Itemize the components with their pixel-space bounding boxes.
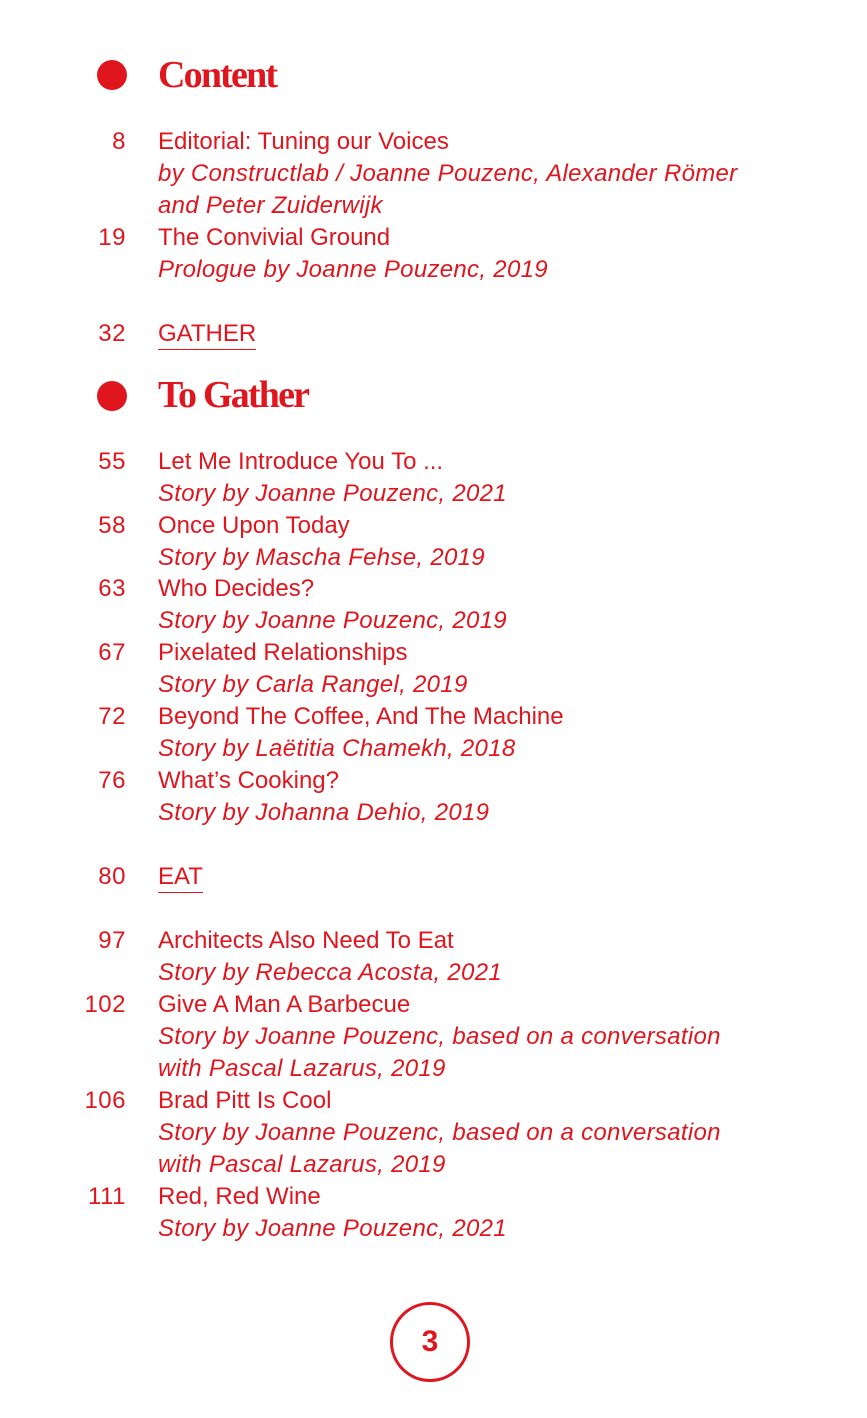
section-page-number: 32 bbox=[98, 320, 126, 347]
bullet-dot-icon bbox=[97, 60, 127, 90]
entry-byline: Story by Johanna Dehio, 2019 bbox=[158, 799, 490, 826]
entry-title[interactable]: Give A Man A Barbecue bbox=[158, 991, 411, 1018]
entry-page-number: 67 bbox=[98, 639, 126, 666]
entry-byline: Story by Joanne Pouzenc, based on a conversation bbox=[158, 1119, 721, 1146]
entry-title[interactable]: Let Me Introduce You To ... bbox=[158, 448, 444, 475]
entry-title[interactable]: Who Decides? bbox=[158, 575, 315, 602]
entry-page-number: 72 bbox=[98, 703, 126, 730]
entry-page-number: 106 bbox=[84, 1087, 126, 1114]
entry-byline: Story by Joanne Pouzenc, 2021 bbox=[158, 480, 507, 507]
entry-title[interactable]: Beyond The Coffee, And The Machine bbox=[158, 703, 564, 730]
entry-byline: Story by Carla Rangel, 2019 bbox=[158, 671, 468, 698]
entry-byline: Prologue by Joanne Pouzenc, 2019 bbox=[158, 256, 548, 283]
section-label: EAT bbox=[158, 863, 203, 893]
bullet-dot-icon bbox=[97, 381, 127, 411]
entry-byline: Story by Laëtitia Chamekh, 2018 bbox=[158, 735, 516, 762]
entry-byline: Story by Joanne Pouzenc, 2021 bbox=[158, 1215, 507, 1242]
entry-page-number: 97 bbox=[98, 927, 126, 954]
entry-page-number: 102 bbox=[84, 991, 126, 1018]
entry-byline: Story by Rebecca Acosta, 2021 bbox=[158, 959, 502, 986]
entry-page-number: 76 bbox=[98, 767, 126, 794]
entry-byline: by Constructlab / Joanne Pouzenc, Alexander Römer bbox=[158, 160, 738, 187]
entry-byline-cont: with Pascal Lazarus, 2019 bbox=[158, 1151, 446, 1178]
entry-title[interactable]: Red, Red Wine bbox=[158, 1183, 321, 1210]
section-link-eat[interactable] bbox=[158, 861, 203, 893]
heading-content: Content bbox=[158, 54, 277, 96]
entry-byline: Story by Mascha Fehse, 2019 bbox=[158, 544, 485, 571]
entry-title[interactable]: What’s Cooking? bbox=[158, 767, 339, 794]
section-link-gather[interactable] bbox=[158, 318, 256, 350]
entry-page-number: 111 bbox=[88, 1183, 126, 1210]
entry-byline: Story by Joanne Pouzenc, 2019 bbox=[158, 607, 507, 634]
entry-page-number: 55 bbox=[98, 448, 126, 475]
section-page-number: 80 bbox=[98, 863, 126, 890]
entry-byline: Story by Joanne Pouzenc, based on a conversation bbox=[158, 1023, 721, 1050]
entry-title[interactable]: Once Upon Today bbox=[158, 512, 350, 539]
entry-page-number: 8 bbox=[112, 128, 126, 155]
entry-title[interactable]: Brad Pitt Is Cool bbox=[158, 1087, 332, 1114]
entry-title[interactable]: Architects Also Need To Eat bbox=[158, 927, 454, 954]
entry-byline-cont: with Pascal Lazarus, 2019 bbox=[158, 1055, 446, 1082]
entry-page-number: 19 bbox=[98, 224, 126, 251]
page-number-badge: 3 bbox=[390, 1302, 470, 1382]
entry-page-number: 63 bbox=[98, 575, 126, 602]
entry-title[interactable]: The Convivial Ground bbox=[158, 224, 391, 251]
entry-byline-cont: and Peter Zuiderwijk bbox=[158, 192, 383, 219]
entry-title[interactable]: Pixelated Relationships bbox=[158, 639, 408, 666]
heading-to-gather: To Gather bbox=[158, 374, 309, 416]
entry-title[interactable]: Editorial: Tuning our Voices bbox=[158, 128, 449, 155]
section-label: GATHER bbox=[158, 320, 256, 350]
entry-page-number: 58 bbox=[98, 512, 126, 539]
